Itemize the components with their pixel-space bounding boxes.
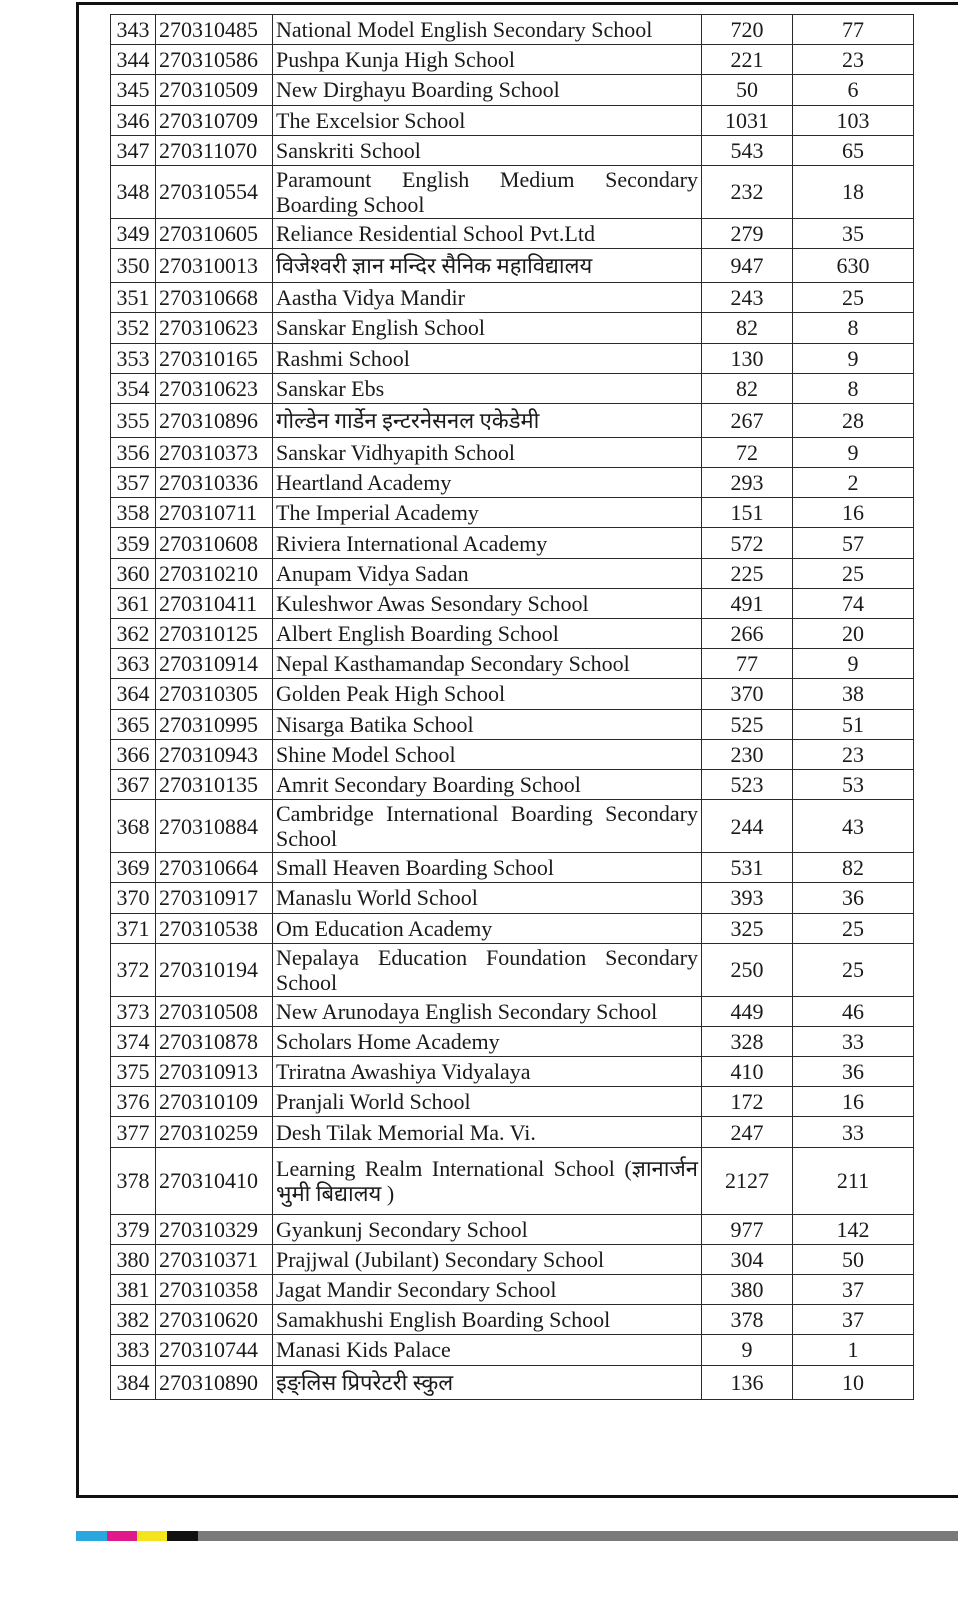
school-code-cell: 270310210 xyxy=(156,558,273,588)
school-name-cell: Pushpa Kunja High School xyxy=(273,45,702,75)
school-name-cell: Sanskar Vidhyapith School xyxy=(273,437,702,467)
serial-number-cell: 380 xyxy=(111,1244,156,1274)
count-a-cell: 72 xyxy=(702,437,793,467)
table-row xyxy=(111,437,914,467)
serial-number-cell: 366 xyxy=(111,739,156,769)
school-name-cell: विजेश्वरी ज्ञान मन्दिर सैनिक महाविद्यालय xyxy=(273,249,702,283)
school-code-cell: 270310358 xyxy=(156,1275,273,1305)
table-row xyxy=(111,558,914,588)
table-row xyxy=(111,1087,914,1117)
serial-number-cell: 379 xyxy=(111,1214,156,1244)
count-b-cell: 46 xyxy=(793,996,914,1026)
table-row xyxy=(111,528,914,558)
serial-number-cell: 345 xyxy=(111,75,156,105)
school-code-cell: 270310914 xyxy=(156,649,273,679)
serial-number-cell: 361 xyxy=(111,588,156,618)
school-name-cell: The Excelsior School xyxy=(273,105,702,135)
count-b-cell: 50 xyxy=(793,1244,914,1274)
table-row xyxy=(111,996,914,1026)
count-b-cell: 20 xyxy=(793,619,914,649)
count-b-cell: 77 xyxy=(793,15,914,45)
school-name-cell: Kuleshwor Awas Sesondary School xyxy=(273,588,702,618)
table-row xyxy=(111,588,914,618)
serial-number-cell: 365 xyxy=(111,709,156,739)
serial-number-cell: 382 xyxy=(111,1305,156,1335)
count-b-cell: 630 xyxy=(793,249,914,283)
table-row xyxy=(111,373,914,403)
count-b-cell: 36 xyxy=(793,1057,914,1087)
school-code-cell: 270310336 xyxy=(156,468,273,498)
school-code-cell: 270310890 xyxy=(156,1365,273,1399)
school-name-cell: New Dirghayu Boarding School xyxy=(273,75,702,105)
school-name-cell: Scholars Home Academy xyxy=(273,1026,702,1056)
count-b-cell: 18 xyxy=(793,165,914,218)
school-name-cell: Desh Tilak Memorial Ma. Vi. xyxy=(273,1117,702,1147)
school-name-cell: Nepalaya Education Foundation Secondary School xyxy=(273,943,702,996)
serial-number-cell: 358 xyxy=(111,498,156,528)
school-name-cell: Learning Realm International School (ज्ञानार्जन भुमी बिद्यालय ) xyxy=(273,1147,702,1214)
school-name-cell: Triratna Awashiya Vidyalaya xyxy=(273,1057,702,1087)
serial-number-cell: 381 xyxy=(111,1275,156,1305)
table-row xyxy=(111,45,914,75)
table-row xyxy=(111,943,914,996)
count-b-cell: 33 xyxy=(793,1117,914,1147)
school-code-cell: 270310373 xyxy=(156,437,273,467)
count-a-cell: 266 xyxy=(702,619,793,649)
count-a-cell: 380 xyxy=(702,1275,793,1305)
table-row xyxy=(111,75,914,105)
count-b-cell: 9 xyxy=(793,649,914,679)
count-a-cell: 720 xyxy=(702,15,793,45)
serial-number-cell: 371 xyxy=(111,913,156,943)
school-code-cell: 270310623 xyxy=(156,373,273,403)
count-b-cell: 35 xyxy=(793,218,914,248)
count-a-cell: 225 xyxy=(702,558,793,588)
serial-number-cell: 372 xyxy=(111,943,156,996)
school-code-cell: 270310884 xyxy=(156,800,273,853)
school-code-cell: 270310913 xyxy=(156,1057,273,1087)
count-a-cell: 82 xyxy=(702,373,793,403)
serial-number-cell: 368 xyxy=(111,800,156,853)
serial-number-cell: 354 xyxy=(111,373,156,403)
table-body xyxy=(111,15,914,1400)
table-row xyxy=(111,218,914,248)
serial-number-cell: 364 xyxy=(111,679,156,709)
count-b-cell: 74 xyxy=(793,588,914,618)
count-a-cell: 449 xyxy=(702,996,793,1026)
serial-number-cell: 352 xyxy=(111,313,156,343)
count-b-cell: 25 xyxy=(793,283,914,313)
count-b-cell: 82 xyxy=(793,853,914,883)
school-code-cell: 270310259 xyxy=(156,1117,273,1147)
serial-number-cell: 350 xyxy=(111,249,156,283)
table-row xyxy=(111,1365,914,1399)
school-name-cell: Golden Peak High School xyxy=(273,679,702,709)
count-b-cell: 38 xyxy=(793,679,914,709)
count-a-cell: 370 xyxy=(702,679,793,709)
school-code-cell: 270310485 xyxy=(156,15,273,45)
table-row xyxy=(111,135,914,165)
count-b-cell: 6 xyxy=(793,75,914,105)
serial-number-cell: 344 xyxy=(111,45,156,75)
school-code-cell: 270310917 xyxy=(156,883,273,913)
table-row xyxy=(111,800,914,853)
table-row xyxy=(111,403,914,437)
count-b-cell: 23 xyxy=(793,45,914,75)
count-a-cell: 136 xyxy=(702,1365,793,1399)
serial-number-cell: 359 xyxy=(111,528,156,558)
school-code-cell: 270310194 xyxy=(156,943,273,996)
table-row xyxy=(111,679,914,709)
school-code-cell: 270310013 xyxy=(156,249,273,283)
serial-number-cell: 351 xyxy=(111,283,156,313)
serial-number-cell: 357 xyxy=(111,468,156,498)
school-name-cell: Sanskar Ebs xyxy=(273,373,702,403)
serial-number-cell: 353 xyxy=(111,343,156,373)
count-b-cell: 53 xyxy=(793,769,914,799)
count-a-cell: 977 xyxy=(702,1214,793,1244)
table-row xyxy=(111,283,914,313)
count-a-cell: 491 xyxy=(702,588,793,618)
school-code-cell: 270310664 xyxy=(156,853,273,883)
school-code-cell: 270310623 xyxy=(156,313,273,343)
school-table xyxy=(110,14,914,1400)
count-b-cell: 16 xyxy=(793,1087,914,1117)
color-bar-gray xyxy=(198,1531,958,1541)
count-a-cell: 531 xyxy=(702,853,793,883)
school-name-cell: Aastha Vidya Mandir xyxy=(273,283,702,313)
count-a-cell: 50 xyxy=(702,75,793,105)
count-a-cell: 279 xyxy=(702,218,793,248)
serial-number-cell: 376 xyxy=(111,1087,156,1117)
count-a-cell: 9 xyxy=(702,1335,793,1365)
table-row xyxy=(111,15,914,45)
school-code-cell: 270310711 xyxy=(156,498,273,528)
count-a-cell: 172 xyxy=(702,1087,793,1117)
school-code-cell: 270310995 xyxy=(156,709,273,739)
count-b-cell: 9 xyxy=(793,437,914,467)
school-code-cell: 270310538 xyxy=(156,913,273,943)
school-code-cell: 270310608 xyxy=(156,528,273,558)
table-row xyxy=(111,343,914,373)
serial-number-cell: 375 xyxy=(111,1057,156,1087)
count-b-cell: 43 xyxy=(793,800,914,853)
table-row xyxy=(111,649,914,679)
school-code-cell: 270310668 xyxy=(156,283,273,313)
count-a-cell: 1031 xyxy=(702,105,793,135)
count-a-cell: 151 xyxy=(702,498,793,528)
count-a-cell: 267 xyxy=(702,403,793,437)
table-row xyxy=(111,883,914,913)
count-a-cell: 230 xyxy=(702,739,793,769)
count-b-cell: 51 xyxy=(793,709,914,739)
count-b-cell: 25 xyxy=(793,558,914,588)
count-b-cell: 211 xyxy=(793,1147,914,1214)
count-a-cell: 325 xyxy=(702,913,793,943)
color-bar-yellow xyxy=(137,1531,167,1541)
count-a-cell: 947 xyxy=(702,249,793,283)
count-a-cell: 82 xyxy=(702,313,793,343)
serial-number-cell: 384 xyxy=(111,1365,156,1399)
school-code-cell: 270310371 xyxy=(156,1244,273,1274)
table-row xyxy=(111,249,914,283)
school-name-cell: Manasi Kids Palace xyxy=(273,1335,702,1365)
serial-number-cell: 347 xyxy=(111,135,156,165)
table-row xyxy=(111,1305,914,1335)
school-code-cell: 270310943 xyxy=(156,739,273,769)
school-code-cell: 270310305 xyxy=(156,679,273,709)
table-row xyxy=(111,1026,914,1056)
table-row xyxy=(111,498,914,528)
count-a-cell: 572 xyxy=(702,528,793,558)
school-name-cell: Om Education Academy xyxy=(273,913,702,943)
serial-number-cell: 355 xyxy=(111,403,156,437)
serial-number-cell: 356 xyxy=(111,437,156,467)
serial-number-cell: 363 xyxy=(111,649,156,679)
table-row xyxy=(111,468,914,498)
count-b-cell: 57 xyxy=(793,528,914,558)
serial-number-cell: 343 xyxy=(111,15,156,45)
count-a-cell: 378 xyxy=(702,1305,793,1335)
count-b-cell: 25 xyxy=(793,943,914,996)
count-b-cell: 103 xyxy=(793,105,914,135)
count-b-cell: 1 xyxy=(793,1335,914,1365)
school-name-cell: Cambridge International Boarding Secondary School xyxy=(273,800,702,853)
school-name-cell: Gyankunj Secondary School xyxy=(273,1214,702,1244)
table-row xyxy=(111,1335,914,1365)
count-b-cell: 37 xyxy=(793,1275,914,1305)
school-code-cell: 270310709 xyxy=(156,105,273,135)
table-row xyxy=(111,1214,914,1244)
count-b-cell: 142 xyxy=(793,1214,914,1244)
school-code-cell: 270310508 xyxy=(156,996,273,1026)
count-a-cell: 393 xyxy=(702,883,793,913)
school-name-cell: Paramount English Medium Secondary Boarding School xyxy=(273,165,702,218)
count-a-cell: 328 xyxy=(702,1026,793,1056)
count-a-cell: 77 xyxy=(702,649,793,679)
count-a-cell: 523 xyxy=(702,769,793,799)
count-a-cell: 130 xyxy=(702,343,793,373)
school-name-cell: Nepal Kasthamandap Secondary School xyxy=(273,649,702,679)
count-b-cell: 36 xyxy=(793,883,914,913)
table-row xyxy=(111,769,914,799)
count-b-cell: 16 xyxy=(793,498,914,528)
school-name-cell: National Model English Secondary School xyxy=(273,15,702,45)
school-code-cell: 270310554 xyxy=(156,165,273,218)
count-a-cell: 244 xyxy=(702,800,793,853)
count-a-cell: 221 xyxy=(702,45,793,75)
table-row xyxy=(111,1275,914,1305)
count-b-cell: 9 xyxy=(793,343,914,373)
serial-number-cell: 377 xyxy=(111,1117,156,1147)
table-row xyxy=(111,913,914,943)
count-b-cell: 65 xyxy=(793,135,914,165)
table-row xyxy=(111,313,914,343)
school-name-cell: Nisarga Batika School xyxy=(273,709,702,739)
count-b-cell: 37 xyxy=(793,1305,914,1335)
school-code-cell: 270310125 xyxy=(156,619,273,649)
count-a-cell: 525 xyxy=(702,709,793,739)
school-code-cell: 270310896 xyxy=(156,403,273,437)
school-code-cell: 270310410 xyxy=(156,1147,273,1214)
table-row xyxy=(111,1057,914,1087)
school-name-cell: Riviera International Academy xyxy=(273,528,702,558)
school-code-cell: 270310744 xyxy=(156,1335,273,1365)
school-name-cell: Rashmi School xyxy=(273,343,702,373)
table-row xyxy=(111,105,914,135)
school-name-cell: Albert English Boarding School xyxy=(273,619,702,649)
table-row xyxy=(111,1147,914,1214)
school-name-cell: Amrit Secondary Boarding School xyxy=(273,769,702,799)
school-code-cell: 270310165 xyxy=(156,343,273,373)
school-name-cell: Reliance Residential School Pvt.Ltd xyxy=(273,218,702,248)
serial-number-cell: 346 xyxy=(111,105,156,135)
serial-number-cell: 349 xyxy=(111,218,156,248)
count-a-cell: 243 xyxy=(702,283,793,313)
count-a-cell: 232 xyxy=(702,165,793,218)
table-row xyxy=(111,1244,914,1274)
count-b-cell: 25 xyxy=(793,913,914,943)
school-code-cell: 270310109 xyxy=(156,1087,273,1117)
school-name-cell: Manaslu World School xyxy=(273,883,702,913)
serial-number-cell: 360 xyxy=(111,558,156,588)
count-b-cell: 10 xyxy=(793,1365,914,1399)
school-name-cell: Heartland Academy xyxy=(273,468,702,498)
school-name-cell: Sanskriti School xyxy=(273,135,702,165)
color-bar-magenta xyxy=(107,1531,137,1541)
school-code-cell: 270310411 xyxy=(156,588,273,618)
serial-number-cell: 370 xyxy=(111,883,156,913)
count-a-cell: 250 xyxy=(702,943,793,996)
school-code-cell: 270310878 xyxy=(156,1026,273,1056)
count-b-cell: 2 xyxy=(793,468,914,498)
color-bar-black xyxy=(167,1531,198,1541)
school-name-cell: The Imperial Academy xyxy=(273,498,702,528)
count-a-cell: 2127 xyxy=(702,1147,793,1214)
serial-number-cell: 383 xyxy=(111,1335,156,1365)
school-code-cell: 270310509 xyxy=(156,75,273,105)
school-code-cell: 270310586 xyxy=(156,45,273,75)
table-row xyxy=(111,165,914,218)
school-name-cell: Prajjwal (Jubilant) Secondary School xyxy=(273,1244,702,1274)
school-name-cell: इङ्लिस प्रिपरेटरी स्कुल xyxy=(273,1365,702,1399)
school-name-cell: Pranjali World School xyxy=(273,1087,702,1117)
count-a-cell: 410 xyxy=(702,1057,793,1087)
school-name-cell: New Arunodaya English Secondary School xyxy=(273,996,702,1026)
school-name-cell: Anupam Vidya Sadan xyxy=(273,558,702,588)
school-name-cell: Jagat Mandir Secondary School xyxy=(273,1275,702,1305)
count-b-cell: 23 xyxy=(793,739,914,769)
school-name-cell: Sanskar English School xyxy=(273,313,702,343)
school-name-cell: Small Heaven Boarding School xyxy=(273,853,702,883)
count-a-cell: 293 xyxy=(702,468,793,498)
color-bar-cyan xyxy=(76,1531,107,1541)
serial-number-cell: 348 xyxy=(111,165,156,218)
school-code-cell: 270311070 xyxy=(156,135,273,165)
serial-number-cell: 378 xyxy=(111,1147,156,1214)
serial-number-cell: 369 xyxy=(111,853,156,883)
count-b-cell: 8 xyxy=(793,373,914,403)
table-row xyxy=(111,853,914,883)
serial-number-cell: 367 xyxy=(111,769,156,799)
count-a-cell: 247 xyxy=(702,1117,793,1147)
school-code-cell: 270310620 xyxy=(156,1305,273,1335)
serial-number-cell: 362 xyxy=(111,619,156,649)
table-row xyxy=(111,1117,914,1147)
school-name-cell: Shine Model School xyxy=(273,739,702,769)
school-code-cell: 270310605 xyxy=(156,218,273,248)
school-code-cell: 270310135 xyxy=(156,769,273,799)
count-a-cell: 304 xyxy=(702,1244,793,1274)
school-name-cell: Samakhushi English Boarding School xyxy=(273,1305,702,1335)
table-row xyxy=(111,739,914,769)
count-b-cell: 28 xyxy=(793,403,914,437)
count-b-cell: 33 xyxy=(793,1026,914,1056)
count-b-cell: 8 xyxy=(793,313,914,343)
serial-number-cell: 374 xyxy=(111,1026,156,1056)
school-name-cell: गोल्डेन गार्डेन इन्टरनेसनल एकेडेमी xyxy=(273,403,702,437)
table-row xyxy=(111,709,914,739)
table-row xyxy=(111,619,914,649)
school-code-cell: 270310329 xyxy=(156,1214,273,1244)
count-a-cell: 543 xyxy=(702,135,793,165)
serial-number-cell: 373 xyxy=(111,996,156,1026)
